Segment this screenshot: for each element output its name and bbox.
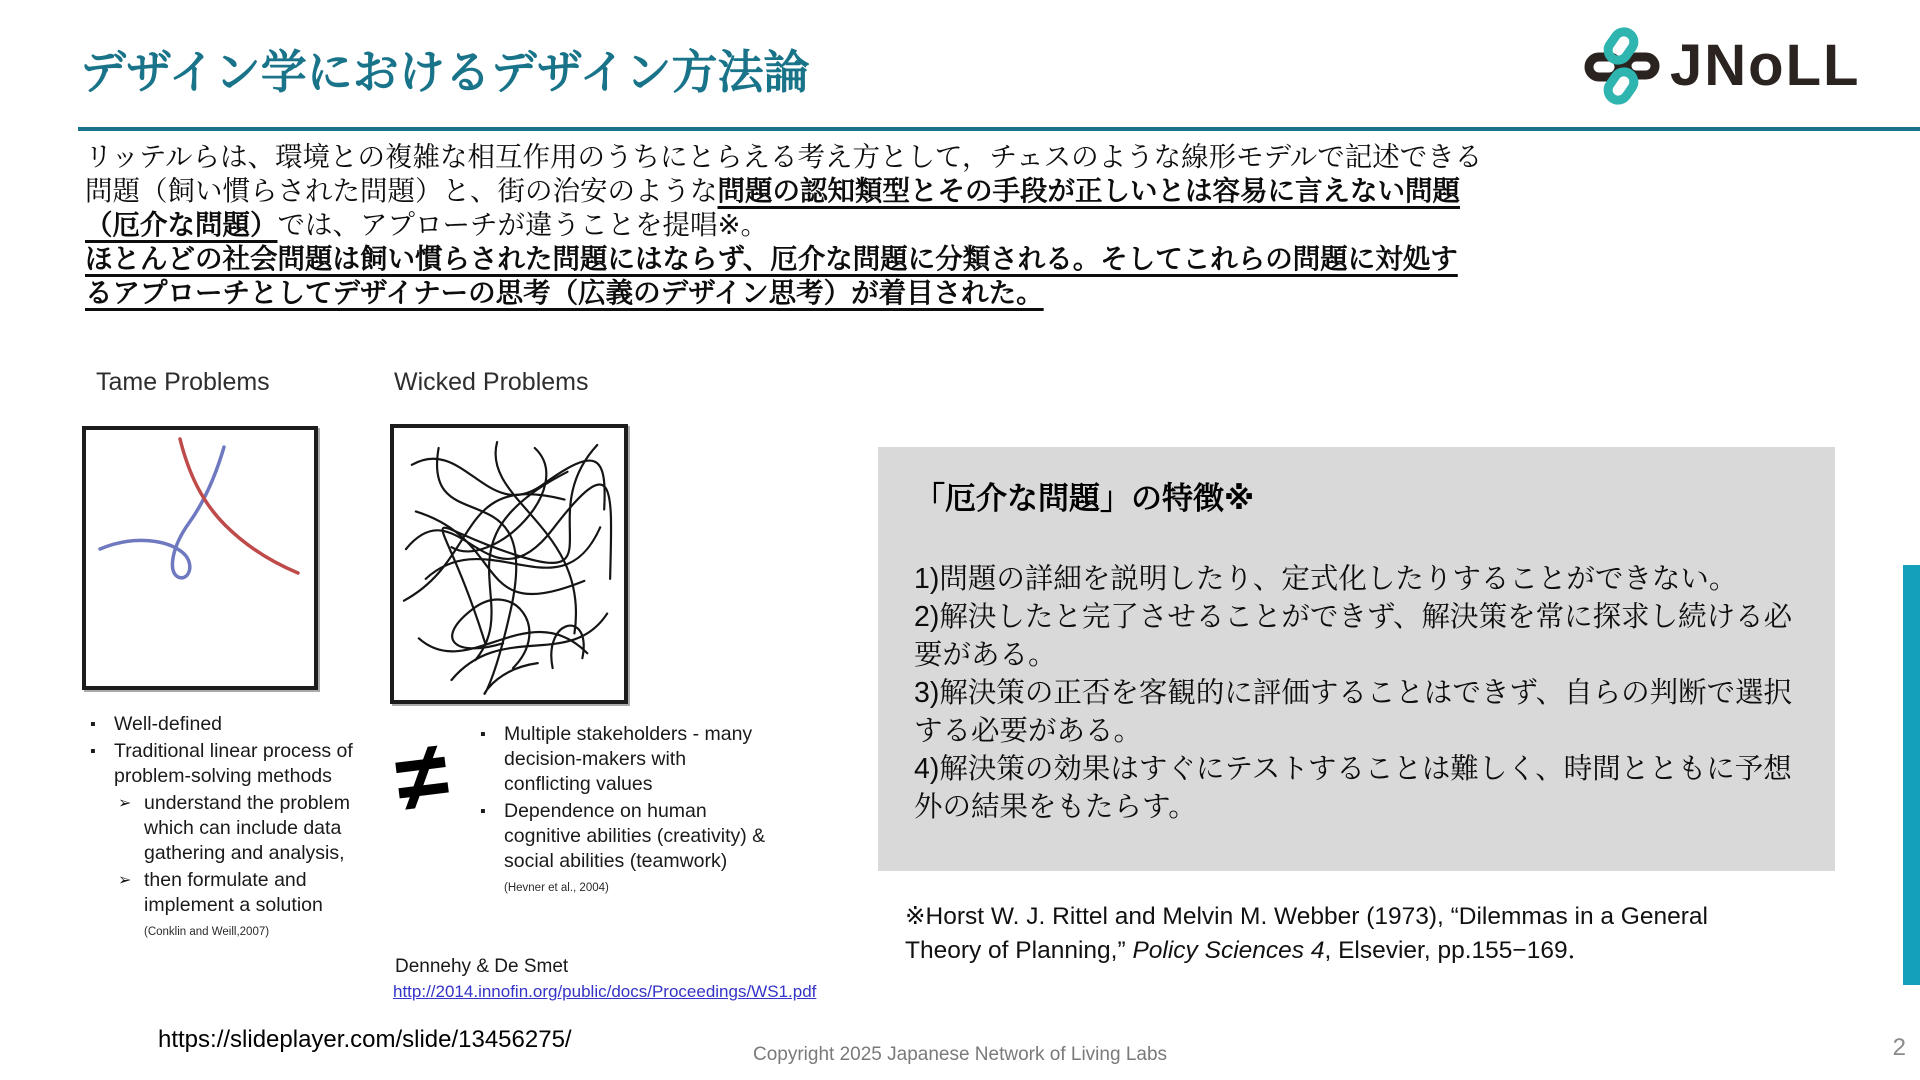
tame-problem-sketch-image: [82, 426, 318, 690]
intro-seg-2-emphasis: 問題の認知類型とその手段が正しいとは容易に言えない問題（厄介な問題）: [85, 175, 1460, 240]
wicked-problem-scribble-image: [390, 424, 628, 704]
list-item: ▪ Dependence on human cognitive abilities (creativity) & social abilities (teamwork) (Hevner et al., 2004): [478, 799, 778, 901]
jnoll-logo: [1582, 26, 1860, 106]
not-equal-symbol: ≠: [389, 721, 455, 833]
wicked-problems-label: Wicked Problems: [394, 368, 589, 396]
wicked-features-box: [878, 447, 1835, 871]
tame-bullet-list: [88, 712, 356, 947]
tame-sub-list: [114, 791, 356, 945]
jnoll-knot-icon: [1582, 26, 1662, 106]
source-url-text: https://slideplayer.com/slide/13456275/: [158, 1026, 572, 1053]
image-attribution: Dennehy & De Smet: [395, 956, 569, 977]
title-underline-rule: [78, 127, 1920, 131]
wicked-citation: (Hevner et al., 2004): [504, 882, 609, 894]
list-item: ▪ Multiple stakeholders - many decision-makers with conflicting values: [478, 722, 778, 797]
intro-seg-1: リッテルらは、環境との複雑な相互作用のうちにとらえる考え方として，チェスのような線形モデルで記述できる問題（飼い慣らされた問題）と、街の治安のような: [85, 141, 1483, 206]
attribution-link[interactable]: http://2014.innofin.org/public/docs/Proceedings/WS1.pdf: [393, 982, 817, 1001]
tame-citation: (Conklin and Weill,2007): [144, 926, 270, 938]
features-item-3: 3)解決策の正否を客観的に評価することはできず、自らの判断で選択する必要がある。: [914, 677, 1793, 747]
tame-curves-icon: [86, 430, 314, 686]
tame-problems-label: Tame Problems: [96, 368, 270, 396]
list-item: ▪ Well-defined: [88, 712, 356, 737]
intro-seg-4-emphasis: ほとんどの社会問題は飼い慣らされた問題にはならず、厄介な問題に分類される。そしてこれらの問題に対処するアプローチとしてデザイナーの思考（広義のデザイン思考）が着目された。: [85, 243, 1458, 308]
intro-seg-3: では、アプローチが違うことを提唱※。: [277, 209, 769, 240]
list-item: ➢ then formulate and implement a solution (Conklin and Weill,2007): [114, 868, 356, 945]
logo-wordmark: JNoLL: [1670, 33, 1861, 98]
list-item: ▪ Traditional linear process of problem-solving methods ➢ understand the problem which can include data gathering and analysis, ➢ then formulate and implement a solution (Conklin and Weill,2007): [88, 739, 356, 945]
intro-paragraph: [85, 140, 1485, 310]
page-title: デザイン学におけるデザイン方法論: [80, 46, 810, 98]
reference-citation: ※Horst W. J. Rittel and Melvin M. Webber (1973), “Dilemmas in a General Theory of Planning,” Policy Sciences 4, Elsevier, pp.155−169．: [905, 903, 1708, 964]
features-item-1: 1)問題の詳細を説明したり、定式化したりすることができない。: [914, 563, 1738, 595]
wicked-bullet-list: [478, 722, 778, 903]
right-edge-accent-bar: [1903, 565, 1920, 985]
features-item-2: 2)解決したと完了させることができず、解決策を常に探求し続ける必要がある。: [914, 601, 1793, 671]
journal-name-italic: Policy Sciences 4: [1132, 937, 1325, 964]
wicked-scribble-icon: [394, 428, 624, 700]
copyright-text: Copyright 2025 Japanese Network of Living Labs: [752, 1044, 1168, 1065]
features-item-4: 4)解決策の効果はすぐにテストすることは難しく、時間とともに予想外の結果をもたらす。: [914, 753, 1792, 823]
page-number: 2: [1892, 1034, 1906, 1061]
list-item: ➢ understand the problem which can include data gathering and analysis,: [114, 791, 356, 866]
features-box-title: 「厄介な問題」の特徴※: [914, 481, 1255, 516]
